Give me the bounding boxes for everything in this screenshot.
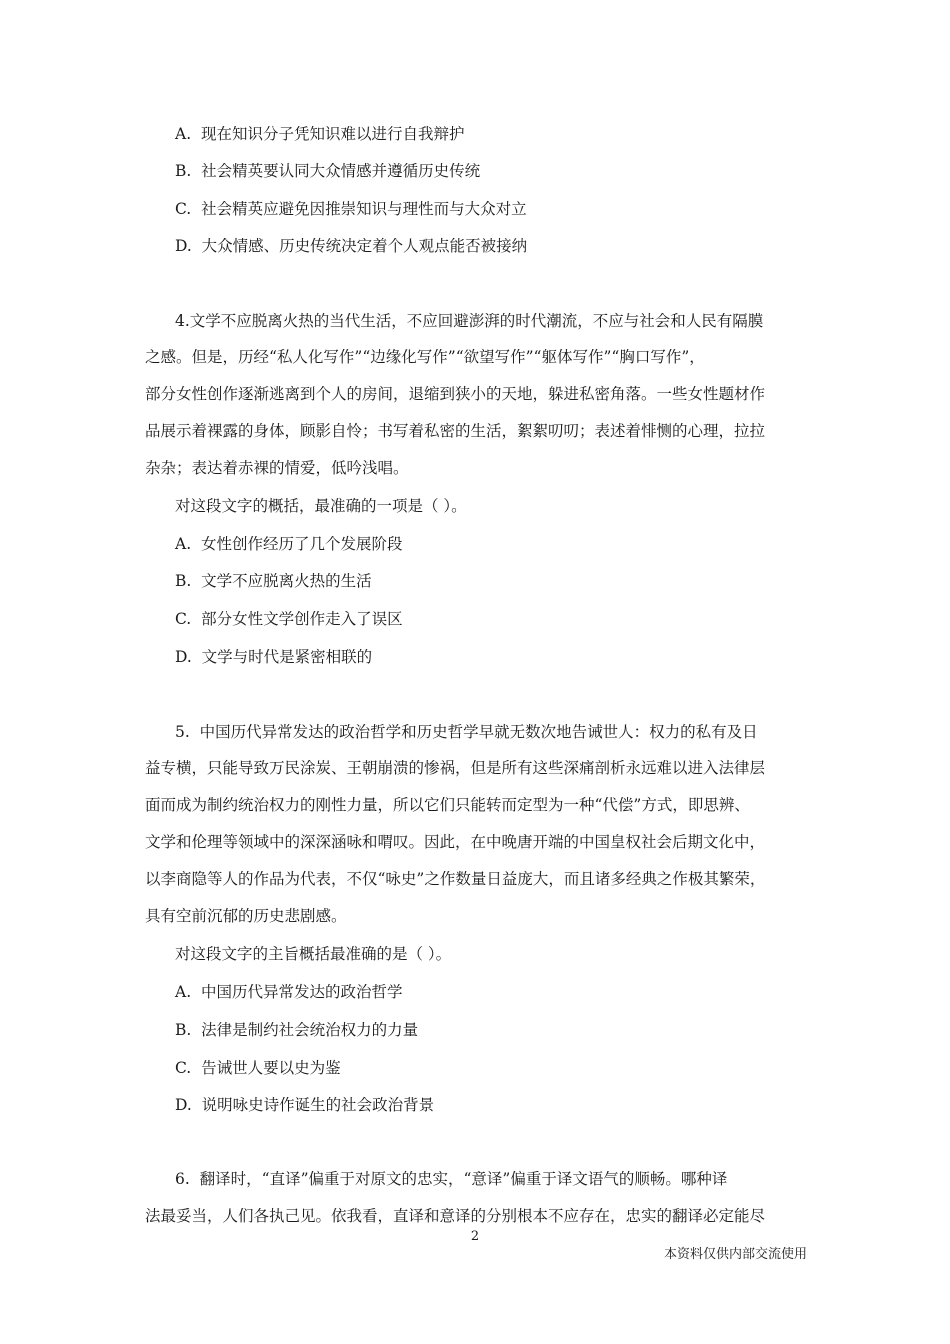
q5-option-c: C. 告诫世人要以史为鉴 xyxy=(175,1059,341,1077)
footer-note: 本资料仅供内部交流使用 xyxy=(663,1247,807,1262)
q3-option-c: C. 社会精英应避免因推崇知识与理性而与大众对立 xyxy=(175,200,527,218)
q5-prompt: 对这段文字的主旨概括最准确的是（ ）。 xyxy=(175,945,452,963)
q4-text-line: 4.文学不应脱离火热的当代生活，不应回避澎湃的时代潮流，不应与社会和人民有隔膜 xyxy=(175,312,764,330)
q5-text-line: 具有空前沉郁的历史悲剧感。 xyxy=(145,907,347,925)
q4-option-c: C. 部分女性文学创作走入了误区 xyxy=(175,610,403,628)
q3-option-b: B. 社会精英要认同大众情感并遵循历史传统 xyxy=(175,162,481,180)
q5-option-a: A. 中国历代异常发达的政治哲学 xyxy=(175,983,403,1001)
q4-option-d: D. 文学与时代是紧密相联的 xyxy=(175,648,373,666)
q3-option-d: D. 大众情感、历史传统决定着个人观点能否被接纳 xyxy=(175,237,528,255)
q3-option-a: A. 现在知识分子凭知识难以进行自我辩护 xyxy=(175,125,465,143)
q4-text-line: 品展示着裸露的身体，顾影自怜；书写着私密的生活，絮絮叨叨；表述着悱恻的心理，拉拉 xyxy=(145,422,766,440)
q4-option-b: B. 文学不应脱离火热的生活 xyxy=(175,572,372,590)
q5-text-line: 5. 中国历代异常发达的政治哲学和历史哲学早就无数次地告诫世人：权力的私有及日 xyxy=(175,723,758,741)
q5-text-line: 益专横，只能导致万民涂炭、王朝崩溃的惨祸，但是所有这些深痛剖析永远难以进入法律层 xyxy=(145,759,766,777)
q5-text-line: 以李商隐等人的作品为代表，不仅“咏史”之作数量日益庞大，而且诸多经典之作极其繁荣， xyxy=(145,870,766,888)
q5-text-line: 文学和伦理等领域中的深深涵咏和喟叹。因此，在中晚唐开端的中国皇权社会后期文化中， xyxy=(145,833,766,851)
q4-text-line: 杂杂；表达着赤裸的情爱，低吟浅唱。 xyxy=(145,459,409,477)
q5-option-d: D. 说明咏史诗作诞生的社会政治背景 xyxy=(175,1096,435,1114)
page-number: 2 xyxy=(470,1229,480,1244)
q4-option-a: A. 女性创作经历了几个发展阶段 xyxy=(175,535,403,553)
q6-text-line: 6. 翻译时，“直译”偏重于对原文的忠实，“意译”偏重于译文语气的顺畅。哪种译 xyxy=(175,1170,728,1188)
q5-text-line: 面而成为制约统治权力的刚性力量，所以它们只能转而定型为一种“代偿”方式，即思辨、 xyxy=(145,796,750,814)
q6-text-line: 法最妥当，人们各执己见。依我看，直译和意译的分别根本不应存在，忠实的翻译必定能尽 xyxy=(145,1207,766,1225)
q4-text-line: 部分女性创作逐渐逃离到个人的房间，退缩到狭小的天地，躲进私密角落。一些女性题材作 xyxy=(145,385,766,403)
q4-prompt: 对这段文字的概括，最准确的一项是（ ）。 xyxy=(175,497,467,515)
q5-option-b: B. 法律是制约社会统治权力的力量 xyxy=(175,1021,419,1039)
q4-text-line: 之感。但是，历经“私人化写作”“边缘化写作”“欲望写作”“躯体写作”“胸口写作”， xyxy=(145,348,705,366)
